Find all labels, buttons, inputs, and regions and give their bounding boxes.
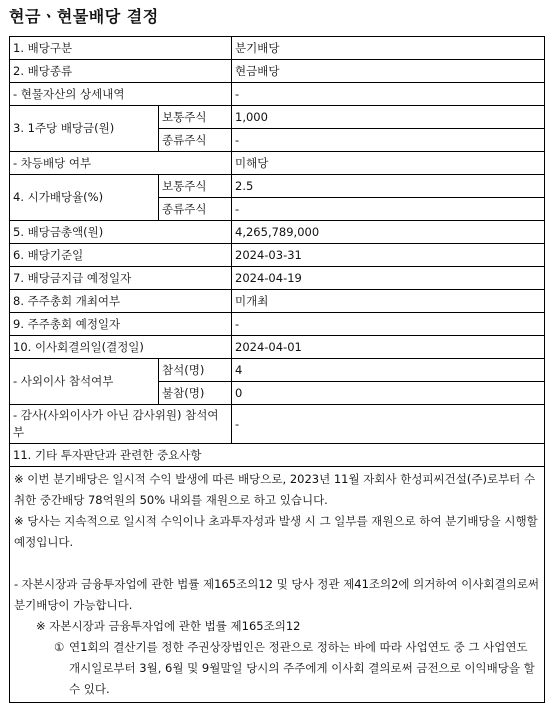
- row-value: 2024-04-19: [232, 267, 545, 290]
- table-row: [10, 83, 545, 106]
- row-value: 4,265,789,000: [232, 221, 545, 244]
- table-row: [10, 244, 545, 267]
- table-row: [10, 467, 545, 703]
- row-value: -: [232, 405, 545, 444]
- row-label: 9. 주주총회 예정일자: [10, 313, 232, 336]
- row-sublabel: 종류주식: [159, 129, 232, 152]
- row-label: 10. 이사회결의일(결정일): [10, 336, 232, 359]
- note-paragraph: ※ 이번 분기배당은 일시적 수익 발생에 따른 배당으로, 2023년 11월 자회사 한성피씨건설(주)로부터 수취한 중간배당 78억원의 50% 내외를 재원으로 하고 있습니다.: [14, 472, 536, 507]
- table-row: [10, 221, 545, 244]
- row-value: 현금배당: [232, 60, 545, 83]
- row-label: 7. 배당금지급 예정일자: [10, 267, 232, 290]
- table-row: [10, 359, 545, 382]
- table-row: [10, 106, 545, 129]
- table-row: [10, 152, 545, 175]
- row-value: -: [232, 83, 545, 106]
- note-paragraph: ※ 자본시장과 금융투자업에 관한 법률 제165조의12: [36, 619, 301, 633]
- row-sublabel: 참석(명): [159, 359, 232, 382]
- table-row: [10, 405, 545, 444]
- row-label: - 현물자산의 상세내역: [10, 83, 232, 106]
- row-label: 2. 배당종류: [10, 60, 232, 83]
- row-value: 4: [232, 359, 545, 382]
- row-value: 0: [232, 382, 545, 405]
- table-row: [10, 60, 545, 83]
- disclosure-table: [9, 36, 545, 703]
- row-value: 분기배당: [232, 37, 545, 60]
- table-row: [10, 313, 545, 336]
- row-value: -: [232, 313, 545, 336]
- row-value: 미개최: [232, 290, 545, 313]
- row-label: - 차등배당 여부: [10, 152, 232, 175]
- item-marker: ①: [54, 640, 65, 654]
- row-value: 2.5: [232, 175, 545, 198]
- table-row: [10, 336, 545, 359]
- row-value: 2024-03-31: [232, 244, 545, 267]
- row-label: 4. 시가배당율(%): [10, 175, 159, 221]
- table-row: [10, 37, 545, 60]
- note-item-text: 연1회의 결산기를 정한 주권상장법인은 정관으로 정하는 바에 따라 사업연도 중 그 사업연도 개시일로부터 3월, 6월 및 9월말일 당시의 주주에게 이사회 결의로써 금전으로 이익배당을 할 수 있다.: [69, 640, 535, 696]
- row-sublabel: 불참(명): [159, 382, 232, 405]
- note-paragraph: - 자본시장과 금융투자업에 관한 법률 제165조의12 및 당사 정관 제41조의2에 의거하여 이사회결의로써 분기배당이 가능합니다.: [14, 577, 540, 612]
- table-row: [10, 175, 545, 198]
- row-label: 6. 배당기준일: [10, 244, 232, 267]
- row-value: 2024-04-01: [232, 336, 545, 359]
- row-sublabel: 보통주식: [159, 175, 232, 198]
- row-label: 1. 배당구분: [10, 37, 232, 60]
- note-item: [14, 637, 540, 700]
- table-row: [10, 444, 545, 467]
- row-sublabel: 종류주식: [159, 198, 232, 221]
- row-label: - 감사(사외이사가 아닌 감사위원) 참석여부: [10, 405, 232, 444]
- table-row: [10, 267, 545, 290]
- row-value: 1,000: [232, 106, 545, 129]
- row-value: -: [232, 129, 545, 152]
- row-label: 3. 1주당 배당금(원): [10, 106, 159, 152]
- row-label: 5. 배당금총액(원): [10, 221, 232, 244]
- row-sublabel: 보통주식: [159, 106, 232, 129]
- row-value: 미해당: [232, 152, 545, 175]
- notes-cell: [10, 467, 545, 703]
- row-label: 11. 기타 투자판단과 관련한 중요사항: [10, 444, 545, 467]
- table-row: [10, 290, 545, 313]
- row-label: 8. 주주총회 개최여부: [10, 290, 232, 313]
- page-title: 현금ㆍ현물배당 결정: [9, 7, 159, 26]
- row-value: -: [232, 198, 545, 221]
- note-paragraph: ※ 당사는 지속적으로 일시적 수익이나 초과투자성과 발생 시 그 일부를 재원으로 하여 분기배당을 시행할 예정입니다.: [14, 514, 538, 549]
- row-label: - 사외이사 참석여부: [10, 359, 159, 405]
